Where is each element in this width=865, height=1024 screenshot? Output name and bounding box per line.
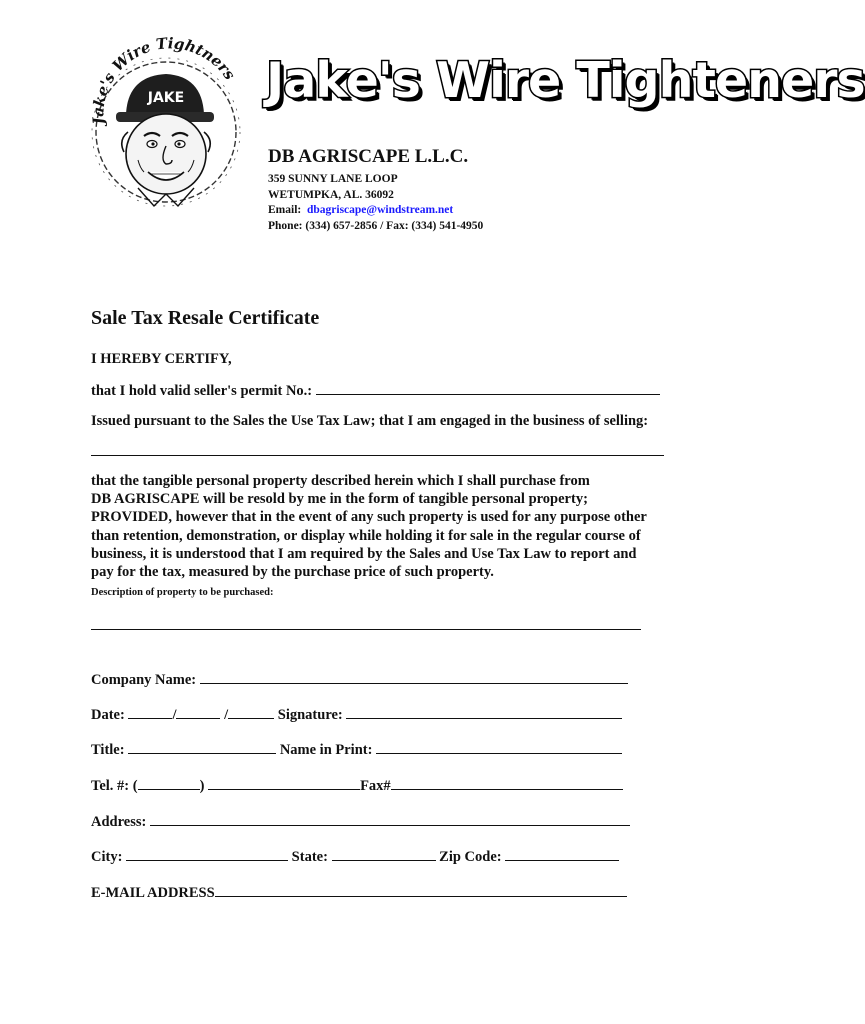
- company-phone: Phone: (334) 657-2856 / Fax: (334) 541-4950: [268, 219, 484, 232]
- city-state-zip-row: [91, 846, 619, 867]
- paragraph-line: DB AGRISCAPE will be resold by me in the form of tangible personal property;: [91, 491, 588, 508]
- date-day-field[interactable]: [176, 704, 220, 719]
- banner-title: Jake's Wire Tighteners: [266, 52, 865, 109]
- company-email-line: [268, 203, 483, 219]
- date-label: Date:: [91, 707, 125, 723]
- permit-row: [91, 380, 660, 401]
- tel-fax-row: [91, 775, 623, 796]
- address-row: [91, 811, 630, 832]
- issued-text: Issued pursuant to the Sales the Use Tax Law; that I am engaged in the business of selling:: [91, 413, 649, 429]
- company-city: WETUMPKA, AL. 36092: [268, 188, 394, 201]
- permit-number-field[interactable]: [316, 380, 660, 395]
- signature-label: Signature:: [277, 707, 343, 723]
- company-name: DB AGRISCAPE L.L.C.: [268, 146, 469, 167]
- company-name-field[interactable]: [200, 669, 628, 684]
- date-month-field[interactable]: [128, 704, 172, 719]
- logo-cap-text: JAKE: [147, 90, 185, 106]
- description-label: Description of property to be purchased:: [91, 587, 274, 598]
- company-name-row: [91, 669, 628, 690]
- tel-paren-close: ): [199, 778, 205, 794]
- title-field[interactable]: [128, 739, 276, 754]
- date-signature-row: [91, 704, 622, 725]
- email-row: [91, 882, 627, 903]
- email-label: E-MAIL ADDRESS: [91, 885, 215, 901]
- address-field[interactable]: [150, 811, 630, 826]
- name-in-print-field[interactable]: [376, 739, 622, 754]
- tel-area-code-field[interactable]: [138, 775, 200, 790]
- email-field[interactable]: [215, 882, 627, 897]
- jakes-logo-graphic: [86, 36, 244, 216]
- signature-field[interactable]: [346, 704, 622, 719]
- name-in-print-label: Name in Print:: [279, 742, 373, 758]
- city-label: City:: [91, 849, 123, 865]
- company-info: [268, 145, 483, 234]
- title-label: Title:: [91, 742, 125, 758]
- paragraph-line: that the tangible personal property described herein which I shall purchase from: [91, 473, 590, 489]
- company-name-label: Company Name:: [91, 672, 197, 688]
- date-separator: /: [224, 707, 229, 723]
- state-label: State:: [291, 849, 328, 865]
- description-field[interactable]: [91, 629, 641, 630]
- paragraph-line: business, it is understood that I am required by the Sales and Use Tax Law to report and: [91, 545, 637, 562]
- zip-label: Zip Code:: [439, 849, 502, 865]
- state-field[interactable]: [332, 846, 436, 861]
- fax-field[interactable]: [391, 775, 623, 790]
- tel-number-field[interactable]: [208, 775, 360, 790]
- jakes-logo: [86, 36, 244, 216]
- form-title: Sale Tax Resale Certificate: [91, 307, 320, 329]
- city-field[interactable]: [126, 846, 288, 861]
- logo-arc-text: Jake's Wire Tightners: [89, 36, 239, 126]
- fax-label: Fax#: [360, 778, 391, 794]
- company-email-link[interactable]: dbagriscape@windstream.net: [306, 204, 454, 216]
- permit-label: that I hold valid seller's permit No.:: [91, 383, 313, 399]
- certificate-paragraph: [91, 472, 691, 581]
- tel-label: Tel. #: (: [91, 778, 138, 794]
- date-year-field[interactable]: [228, 704, 274, 719]
- address-label: Address:: [91, 814, 147, 830]
- paragraph-line: than retention, demonstration, or display while holding it for sale in the regular course of: [91, 527, 641, 544]
- company-street: 359 SUNNY LANE LOOP: [268, 173, 398, 185]
- title-name-row: [91, 739, 622, 760]
- certify-text: I HEREBY CERTIFY,: [91, 351, 232, 367]
- paragraph-line: pay for the tax, measured by the purchase price of such property.: [91, 564, 494, 581]
- zip-field[interactable]: [505, 846, 619, 861]
- business-selling-field[interactable]: [91, 455, 664, 456]
- date-separator: /: [172, 707, 177, 723]
- paragraph-line: PROVIDED, however that in the event of any such property is used for any purpose other: [91, 509, 647, 526]
- company-email-label: Email:: [268, 204, 302, 216]
